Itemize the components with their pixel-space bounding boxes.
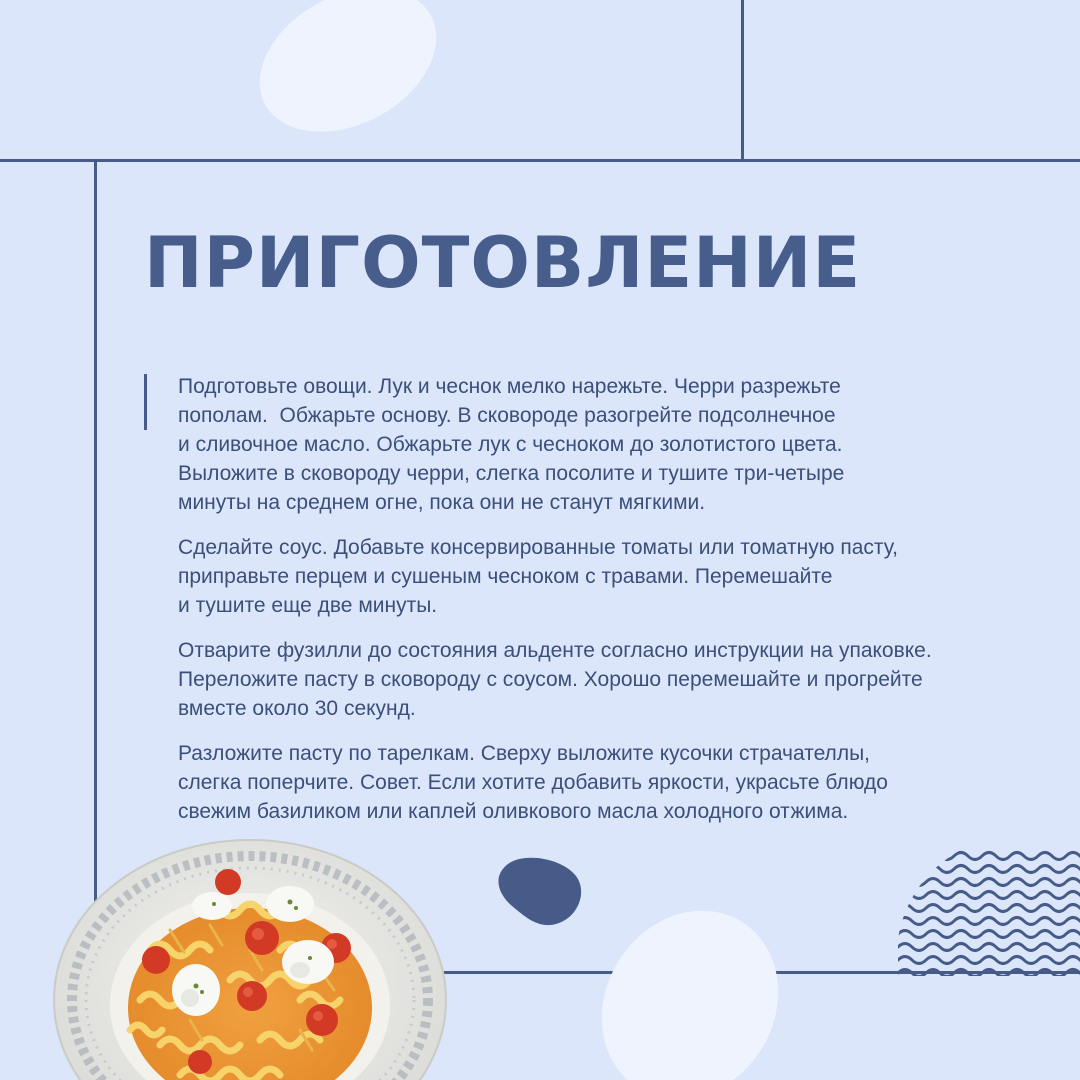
wave-pattern-icon <box>898 846 1080 976</box>
top-vertical-divider <box>741 0 744 161</box>
text-line: и тушите еще две минуты. <box>178 594 438 617</box>
light-blob-top <box>246 0 450 136</box>
text-line: Сделайте соус. Добавьте консервированные томаты или томатную пасту, <box>178 536 898 559</box>
text-line: Подготовьте овощи. Лук и чеснок мелко нарежьте. Черри разрежьте <box>178 375 841 398</box>
page-title: ПРИГОТОВЛЕНИЕ <box>144 222 862 304</box>
paragraph-4 <box>178 739 1058 826</box>
paragraph-3 <box>178 636 1058 723</box>
text-line: вместе около 30 секунд. <box>178 697 416 720</box>
dark-blob <box>494 856 586 928</box>
paragraph-accent-bar <box>144 374 147 430</box>
text-line: Переложите пасту в сковороду с соусом. Хорошо перемешайте и прогрейте <box>178 668 923 691</box>
text-line: слегка поперчите. Совет. Если хотите добавить яркости, украсьте блюдо <box>178 771 888 794</box>
instructions <box>178 372 1058 842</box>
text-line: свежим базиликом или каплей оливкового масла холодного отжима. <box>178 800 849 823</box>
paragraph-2 <box>178 533 1058 620</box>
text-line: минуты на среднем огне, пока они не станут мягкими. <box>178 491 706 514</box>
paragraph-1 <box>178 372 1058 517</box>
text-line: и сливочное масло. Обжарьте лук с чесноком до золотистого цвета. <box>178 433 843 456</box>
text-line: приправьте перцем и сушеным чесноком с травами. Перемешайте <box>178 565 833 588</box>
pasta-plate-photo <box>0 830 460 1080</box>
text-line: Отварите фузилли до состояния альденте согласно инструкции на упаковке. <box>178 639 932 662</box>
left-vertical-line <box>94 159 97 919</box>
top-horizontal-line <box>0 159 1080 162</box>
text-line: пополам. Обжарьте основу. В сковороде разогрейте подсолнечное <box>178 404 836 427</box>
text-line: Выложите в сковороду черри, слегка посолите и тушите три-четыре <box>178 462 845 485</box>
light-blob-bottom <box>590 900 790 1080</box>
text-line: Разложите пасту по тарелкам. Сверху выложите кусочки страчателлы, <box>178 742 870 765</box>
